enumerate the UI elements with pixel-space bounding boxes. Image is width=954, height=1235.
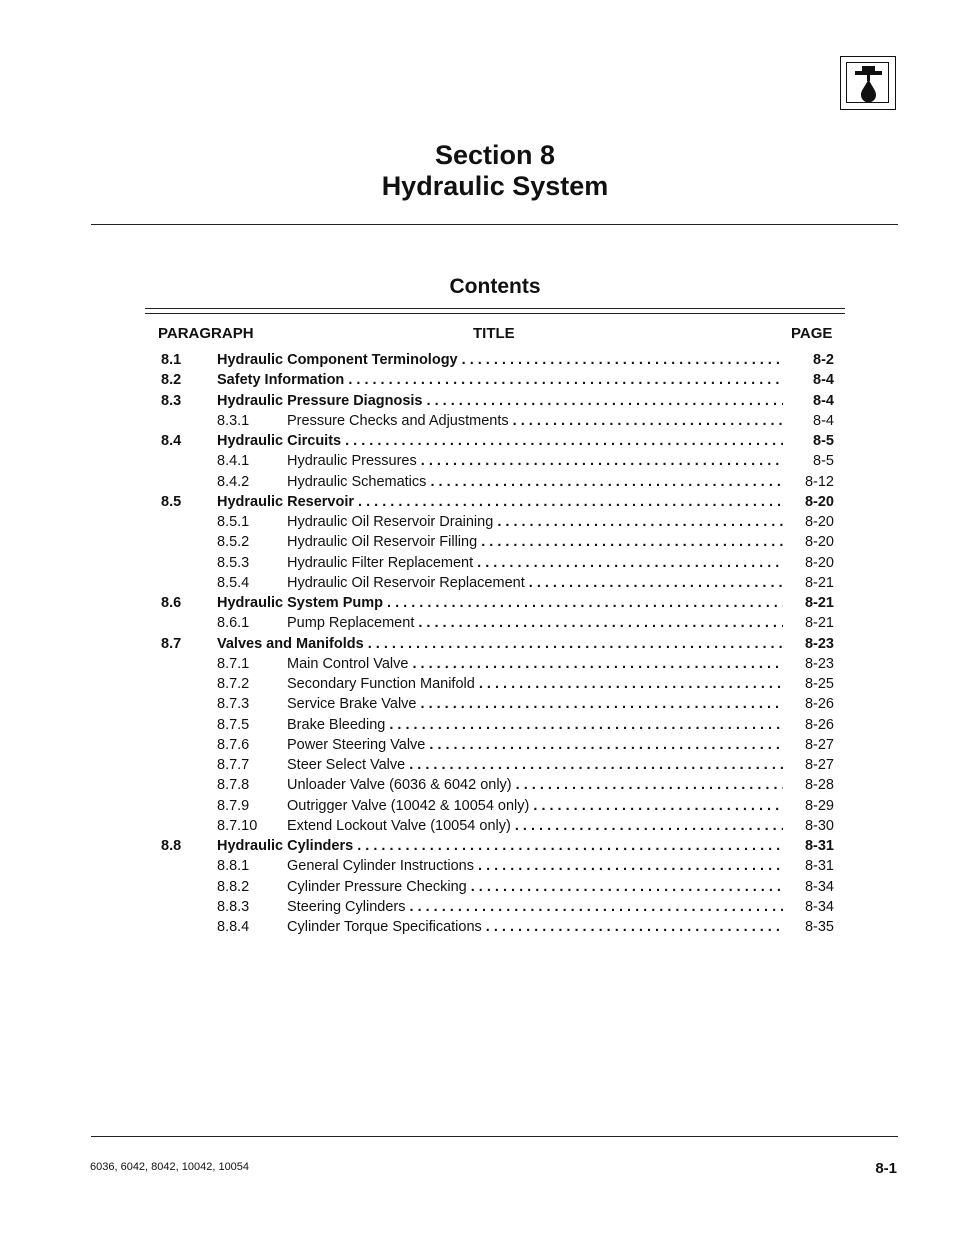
contents-divider-top (145, 308, 845, 309)
toc-entry-title: Hydraulic Filter Replacement . . . (287, 555, 783, 571)
toc-entry-page: 8-31 (804, 858, 834, 875)
toc-entry[interactable] (0, 433, 954, 453)
toc-entry-title: Hydraulic Pressure Diagnosis . . . (217, 393, 783, 409)
section-number: Section 8 (434, 140, 556, 170)
toc-entry-number: 8.4.2 (217, 473, 250, 490)
toc-entry[interactable] (0, 696, 954, 716)
toc-entry[interactable] (0, 352, 954, 372)
toc-entry-number: 8.1 (161, 352, 182, 368)
toc-entry-title: Cylinder Pressure Checking . . . (287, 879, 783, 895)
toc-entry-page: 8-28 (804, 777, 834, 794)
toc-entry-page: 8-23 (804, 635, 834, 652)
toc-entry[interactable] (0, 717, 954, 737)
toc-entry[interactable] (0, 676, 954, 696)
toc-entry-number: 8.2 (161, 372, 182, 389)
toc-entry-page: 8-27 (804, 736, 834, 753)
toc-entry-title: Hydraulic Cylinders . . . (217, 838, 783, 854)
toc-entry-title: Steering Cylinders . . . (287, 899, 783, 915)
toc-entry-number: 8.8.4 (217, 919, 250, 935)
toc-entry-title: Extend Lockout Valve (10054 only) . . . (287, 818, 783, 834)
toc-entry[interactable] (0, 757, 954, 777)
toc-entry-title: Hydraulic Schematics . . . (287, 474, 783, 490)
column-header-paragraph: PARAGRAPH (158, 325, 254, 342)
toc-entry-number: 8.7 (161, 635, 182, 652)
column-header-title: TITLE (473, 325, 515, 342)
toc-entry-title: Safety Information . . . (217, 372, 783, 388)
toc-entry-page: 8-21 (804, 574, 834, 591)
toc-entry-number: 8.8.3 (217, 898, 250, 915)
toc-entry-title: Outrigger Valve (10042 & 10054 only) . . . (287, 798, 783, 814)
section-title (0, 140, 954, 202)
toc-entry-number: 8.7.1 (217, 655, 250, 672)
toc-entry-page: 8-29 (804, 797, 834, 814)
toc-entry-number: 8.3 (161, 392, 182, 409)
toc-entry-page: 8-2 (813, 352, 834, 368)
footer-model-list: 6036, 6042, 8042, 10042, 10054 (90, 1161, 250, 1173)
toc-entry-title: Hydraulic Oil Reservoir Filling . . . (287, 534, 783, 550)
toc-entry[interactable] (0, 818, 954, 838)
contents-heading: Contents (449, 275, 541, 298)
toc-entry-title: Hydraulic Pressures . . . (287, 453, 783, 469)
toc-entry-title: Main Control Valve . . . (287, 656, 783, 672)
toc-entry-title: Steer Select Valve . . . (287, 757, 783, 773)
toc-entry[interactable] (0, 534, 954, 554)
hydraulic-fluid-icon (840, 56, 896, 110)
toc-entry-title: Cylinder Torque Specifications . . . (287, 919, 783, 935)
toc-entry-page: 8-26 (804, 696, 834, 713)
toc-entry-number: 8.7.9 (217, 797, 250, 814)
title-divider (91, 224, 898, 225)
toc-entry-number: 8.5.3 (217, 554, 250, 571)
toc-entry-number: 8.8.2 (217, 878, 250, 895)
toc-entry-page: 8-4 (813, 412, 834, 429)
toc-entry[interactable] (0, 372, 954, 392)
toc-entry[interactable] (0, 494, 954, 514)
toc-entry-title: Service Brake Valve . . . (287, 696, 783, 712)
toc-entry-page: 8-4 (813, 392, 834, 409)
toc-entry[interactable] (0, 879, 954, 899)
toc-entry-number: 8.5.2 (217, 534, 250, 551)
toc-entry-page: 8-27 (804, 757, 834, 773)
toc-entry-page: 8-21 (804, 615, 834, 632)
toc-entry[interactable] (0, 393, 954, 413)
toc-entry[interactable] (0, 514, 954, 534)
toc-entry[interactable] (0, 615, 954, 635)
toc-entry-title: Secondary Function Manifold . . . (287, 676, 783, 692)
toc-entry[interactable] (0, 899, 954, 919)
toc-entry-number: 8.7.8 (217, 777, 250, 794)
footer-divider (91, 1136, 898, 1137)
toc-entry-number: 8.5 (161, 493, 182, 510)
toc-entry-page: 8-23 (804, 655, 834, 672)
toc-entry-page: 8-20 (804, 554, 834, 571)
toc-entry-page: 8-25 (804, 676, 834, 692)
toc-entry-page: 8-35 (804, 919, 834, 935)
toc-entry-title: Hydraulic Oil Reservoir Replacement . . . (287, 575, 783, 591)
toc-entry[interactable] (0, 919, 954, 939)
toc-entry-number: 8.4 (161, 433, 182, 449)
toc-entry-title: Power Steering Valve . . . (287, 737, 783, 753)
toc-entry[interactable] (0, 798, 954, 818)
toc-entry[interactable] (0, 838, 954, 858)
toc-entry[interactable] (0, 555, 954, 575)
toc-entry-title: Pressure Checks and Adjustments . . . (287, 413, 783, 429)
toc-entry-number: 8.6 (161, 595, 182, 611)
toc-entry-number: 8.7.10 (217, 817, 258, 834)
toc-entry-page: 8-5 (813, 433, 834, 449)
toc-entry-number: 8.7.5 (217, 716, 250, 733)
toc-entry[interactable] (0, 453, 954, 473)
toc-entry-number: 8.7.6 (217, 736, 250, 753)
toc-entry-number: 8.3.1 (217, 412, 250, 429)
toc-entry-page: 8-5 (813, 453, 834, 470)
toc-entry-page: 8-26 (804, 716, 834, 733)
contents-divider-bottom (145, 313, 845, 314)
toc-entry-page: 8-20 (804, 493, 834, 510)
toc-entry-page: 8-30 (804, 817, 834, 834)
toc-entry[interactable] (0, 474, 954, 494)
toc-entry-number: 8.7.3 (217, 696, 250, 713)
toc-entry-title: Unloader Valve (6036 & 6042 only) . . . (287, 777, 783, 793)
toc-entry-title: General Cylinder Instructions . . . (287, 858, 783, 874)
toc-entry-page: 8-20 (804, 534, 834, 551)
toc-entry-title: Hydraulic Oil Reservoir Draining . . . (287, 514, 783, 530)
toc-entry-page: 8-4 (813, 372, 834, 389)
toc-entry-title: Valves and Manifolds . . . (217, 636, 783, 652)
toc-entry-number: 8.8 (161, 838, 182, 854)
toc-entry-title: Pump Replacement . . . (287, 615, 783, 631)
toc-entry-page: 8-31 (804, 838, 834, 854)
toc-entry-page: 8-20 (804, 514, 834, 530)
toc-entry-number: 8.8.1 (217, 858, 250, 875)
toc-entry[interactable] (0, 636, 954, 656)
toc-entry-page: 8-21 (804, 595, 834, 611)
toc-entry-page: 8-34 (804, 878, 834, 895)
toc-entry-title: Hydraulic Reservoir . . . (217, 494, 783, 510)
toc-entry-title: Hydraulic Component Terminology . . . (217, 352, 783, 368)
column-header-page: PAGE (791, 325, 833, 342)
toc-entry-number: 8.4.1 (217, 453, 250, 470)
toc-entry[interactable] (0, 575, 954, 595)
toc-entry-number: 8.7.7 (217, 757, 250, 773)
toc-entry[interactable] (0, 858, 954, 878)
toc-entry-title: Brake Bleeding . . . (287, 717, 783, 733)
toc-entry-number: 8.6.1 (217, 615, 250, 632)
toc-entry-page: 8-12 (804, 473, 834, 490)
toc-entry[interactable] (0, 656, 954, 676)
toc-entry[interactable] (0, 595, 954, 615)
toc-entry-number: 8.5.1 (217, 514, 250, 530)
toc-entry[interactable] (0, 777, 954, 797)
toc-entry-number: 8.7.2 (217, 676, 250, 692)
toc-entry-number: 8.5.4 (217, 574, 250, 591)
toc-entry[interactable] (0, 413, 954, 433)
toc-entry-title: Hydraulic Circuits . . . (217, 433, 783, 449)
toc-entry-page: 8-34 (804, 898, 834, 915)
section-name: Hydraulic System (381, 171, 609, 201)
toc-entry[interactable] (0, 737, 954, 757)
toc-entry-title: Hydraulic System Pump . . . (217, 595, 783, 611)
page-number: 8-1 (875, 1160, 897, 1177)
